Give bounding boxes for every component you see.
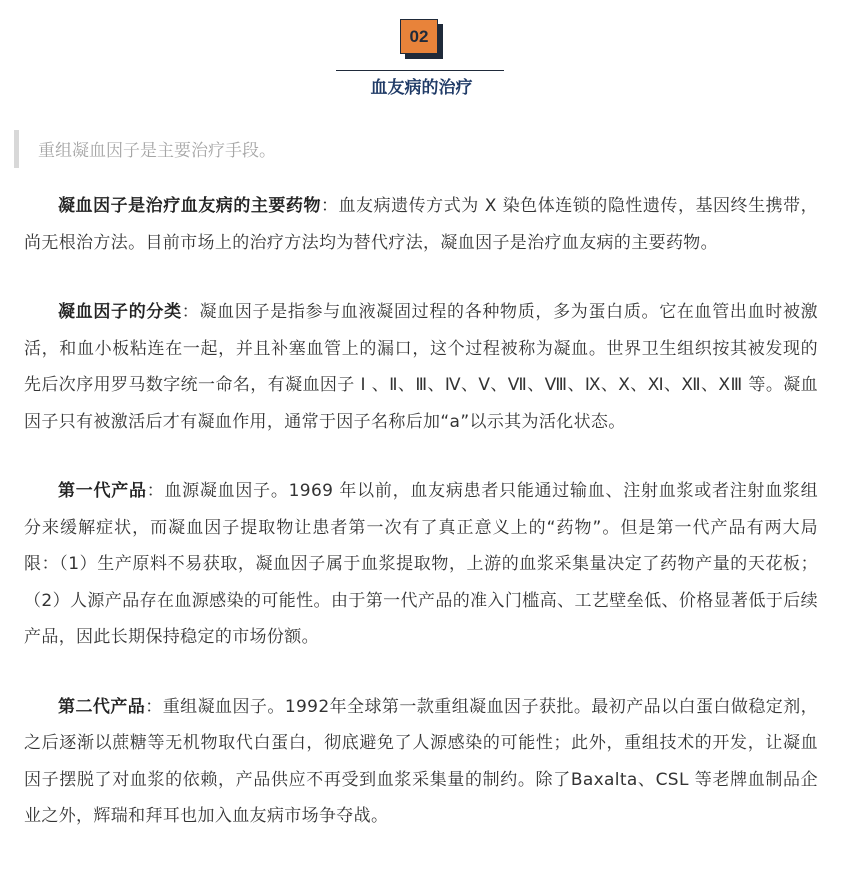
article-body xyxy=(24,188,818,868)
paragraph-heading: 第一代产品 xyxy=(58,481,147,501)
paragraph-text: ：重组凝血因子。1992年全球第一款重组凝血因子获批。最初产品以白蛋白做稳定剂，之后逐渐以蔗糖等无机物取代白蛋白，彻底避免了人源感染的可能性；此外，重组技术的开发，让凝血因子摆脱了对血浆的依赖，产品供应不再受到血浆采集量的制约。除了Baxalta、CSL 等老牌血制品企业之外，辉瑞和拜耳也加入血友病市场争夺战。 xyxy=(24,696,819,826)
section-title: 血友病的治疗 xyxy=(370,78,473,98)
paragraph-heading: 第二代产品 xyxy=(58,696,146,717)
section-badge xyxy=(400,19,446,61)
paragraph-text: ：血源凝血因子。1969 年以前，血友病患者只能通过输血、注射血浆或者注射血浆组分来缓解症状，而凝血因子提取物让患者第一次有了真正意义上的“药物”。但是第一代产品有两大局限：（1）生产原料不易获取，凝血因子属于血浆提取物，上游的血浆采集量决定了药物产量的天花板；（2）人源产品存在血源感染的可能性。由于第一代产品的准入门槛高、工艺壁垒低、价格显著低于后续产品，因此长期保持稳定的市场份额。 xyxy=(24,481,818,647)
badge-number: 02 xyxy=(400,19,438,54)
paragraph-main-drug xyxy=(24,188,818,261)
paragraph-text: ：血友病遗传方式为 X 染色体连锁的隐性遗传，基因终生携带，尚无根治方法。目前市场上的治疗方法均为替代疗法，凝血因子是治疗血友病的主要药物。 xyxy=(24,196,819,253)
quote-bar xyxy=(14,130,19,168)
paragraph-text: ：凝血因子是指参与血液凝固过程的各种物质，多为蛋白质。它在血管出血时被激活，和血小板粘连在一起，并且补塞血管上的漏口，这个过程被称为凝血。世界卫生组织按其被发现的先后次序用罗马数字统一命名，有凝血因子 Ⅰ 、Ⅱ、Ⅲ、Ⅳ、Ⅴ、Ⅶ、Ⅷ、Ⅸ、Ⅹ、Ⅺ、Ⅻ、ⅩⅢ 等。凝血因子只有被激活后才有凝血作用，通常于因子名称后加“a”以示其为活化状态。 xyxy=(24,302,818,432)
paragraph-classification xyxy=(24,294,818,440)
quote-text: 重组凝血因子是主要治疗手段。 xyxy=(38,141,276,161)
paragraph-heading: 凝血因子的分类 xyxy=(58,302,182,322)
title-divider xyxy=(336,70,504,71)
paragraph-first-gen xyxy=(24,473,818,656)
paragraph-heading: 凝血因子是治疗血友病的主要药物 xyxy=(58,196,321,216)
paragraph-second-gen xyxy=(24,689,818,835)
